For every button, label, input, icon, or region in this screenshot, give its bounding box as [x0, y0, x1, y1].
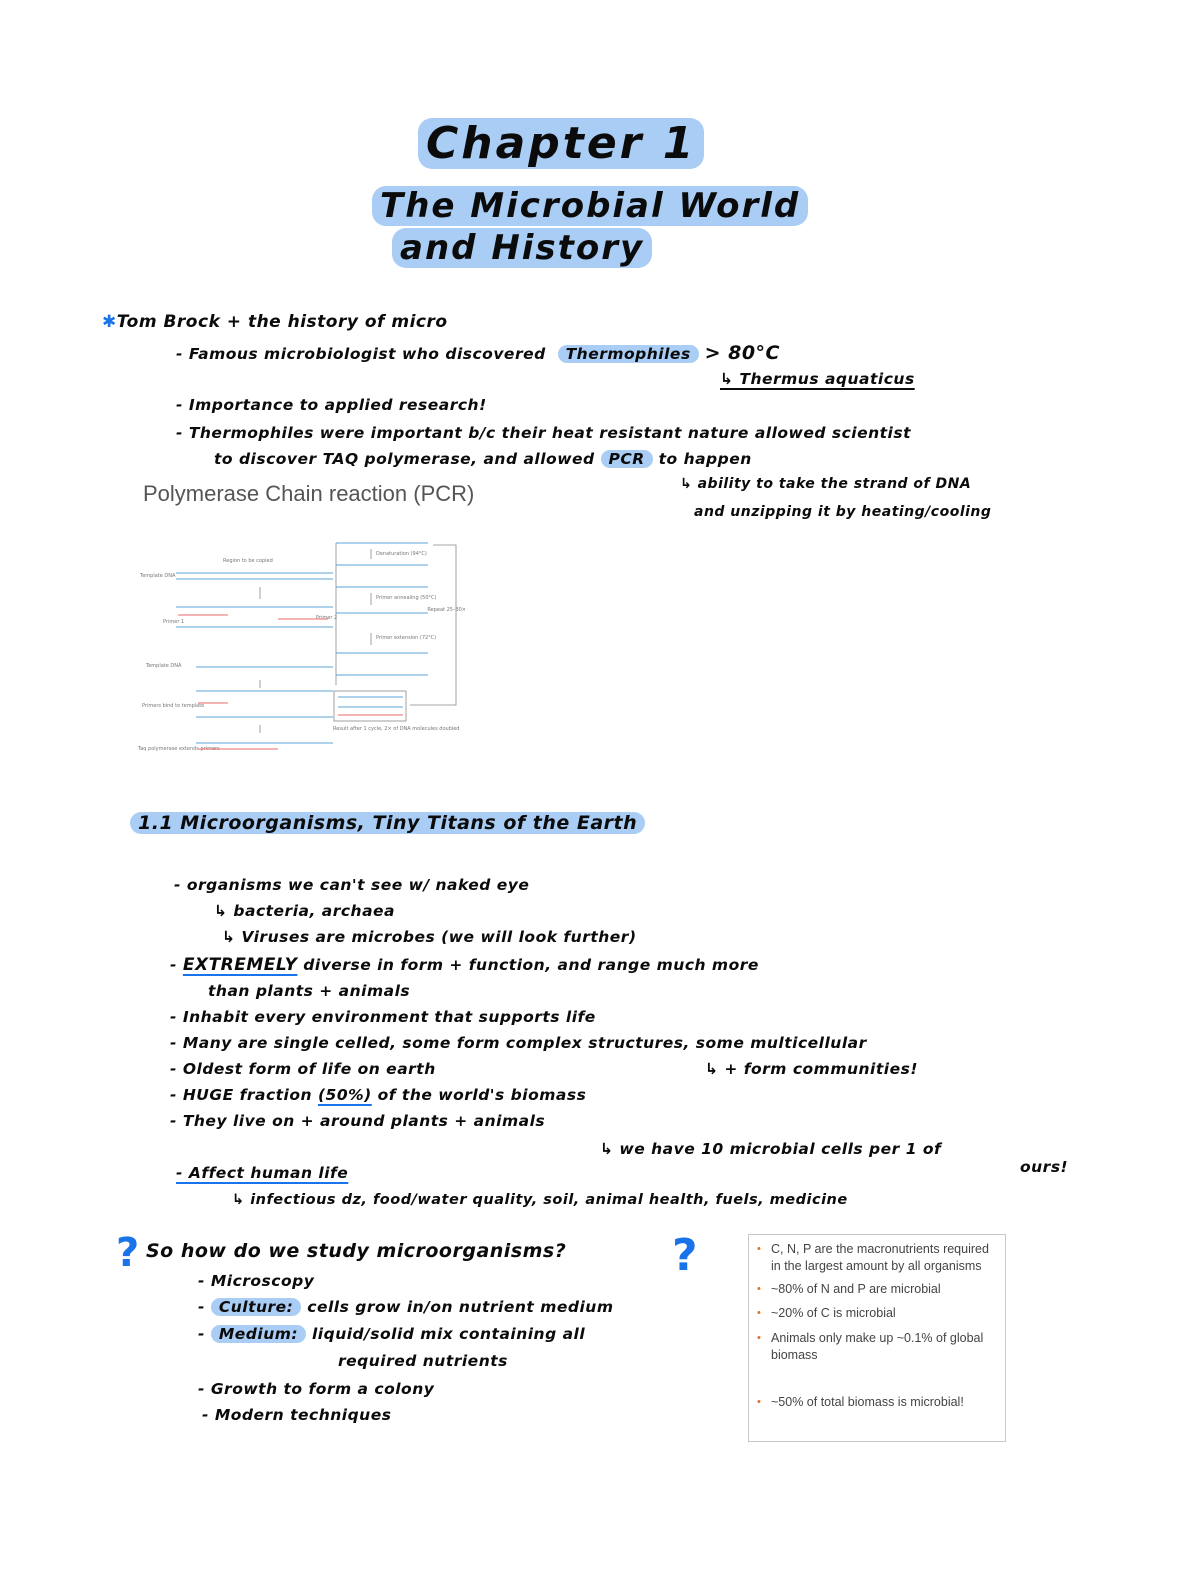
fact-4: • Animals only make up ~0.1% of global biomass — [757, 1330, 995, 1364]
s11-line-9: ↳ + form communities! — [705, 1060, 918, 1078]
thermus-note: ↳ Thermus aquaticus — [720, 370, 915, 388]
brock-heading: ✱Tom Brock + the history of micro — [102, 312, 448, 332]
chapter-subtitle-line2: and History — [392, 228, 652, 268]
thermophiles-highlight: Thermophiles — [558, 345, 699, 363]
s11-line-10: - HUGE fraction (50%) of the world's biomass — [170, 1086, 587, 1104]
s11-line-1: - organisms we can't see w/ naked eye — [174, 876, 530, 894]
brock-bullet-3-cont: to discover TAQ polymerase, and allowed PCR to happen — [214, 450, 752, 468]
brock-bullet-2: - Importance to applied research! — [176, 396, 487, 414]
chapter-subtitle-line1: The Microbial World — [372, 186, 808, 226]
s11-line-3: ↳ Viruses are microbes (we will look further) — [222, 928, 637, 946]
fact-2: • ~80% of N and P are microbial — [757, 1281, 995, 1298]
diagram-primer2-label: Primer 2 — [316, 615, 338, 621]
s11-line-4: - EXTREMELY diverse in form + function, and range much more — [170, 955, 759, 975]
brock-bullet-3: - Thermophiles were important b/c their heat resistant nature allowed scientist — [176, 424, 912, 442]
diagram-extend-label: Primer extension (72°C) — [376, 635, 437, 641]
s11-line-12: ↳ we have 10 microbial cells per 1 of — [600, 1140, 942, 1158]
s11-line-2: ↳ bacteria, archaea — [214, 902, 396, 920]
s11-line-13: ours! — [1020, 1158, 1069, 1176]
diagram-primers-bind-label: Primers bind to template — [142, 703, 205, 709]
pcr-note-2: and unzipping it by heating/cooling — [694, 504, 992, 520]
pcr-note-1: ↳ ability to take the strand of DNA — [680, 476, 972, 492]
diagram-template2-label: Template DNA — [146, 663, 182, 669]
asterisk-icon: ✱ — [102, 312, 117, 332]
section-1-1-heading: 1.1 Microorganisms, Tiny Titans of the Earth — [130, 812, 645, 834]
diagram-denat-label: Denaturation (94°C) — [376, 551, 427, 557]
study-item-3: - Medium: liquid/solid mix containing all — [198, 1325, 586, 1343]
study-item-4: - Growth to form a colony — [198, 1380, 435, 1398]
diagram-anneal-label: Primer annealing (50°C) — [376, 595, 437, 601]
pcr-diagram-svg — [138, 535, 468, 765]
fact-5: • ~50% of total biomass is microbial! — [757, 1394, 995, 1411]
study-item-1: - Microscopy — [198, 1272, 315, 1290]
facts-box — [748, 1234, 1006, 1442]
pcr-highlight: PCR — [601, 450, 653, 468]
fact-1: • C, N, P are the macronutrients required in the largest amount by all organisms — [757, 1241, 995, 1275]
s11-line-11: - They live on + around plants + animals — [170, 1112, 546, 1130]
pcr-diagram — [138, 535, 468, 765]
diagram-region-label: Region to be copied — [223, 558, 273, 564]
study-item-2: - Culture: cells grow in/on nutrient medium — [198, 1298, 614, 1316]
brock-bullet-1: - Famous microbiologist who discovered Thermophiles > 80°C — [176, 342, 780, 364]
fact-3: • ~20% of C is microbial — [757, 1305, 995, 1322]
s11-line-8: - Oldest form of life on earth — [170, 1060, 436, 1078]
diagram-repeat-label: Repeat 25–30× — [427, 607, 466, 613]
study-heading: So how do we study microorganisms? — [146, 1240, 567, 1262]
pcr-caption: Polymerase Chain reaction (PCR) — [143, 481, 475, 506]
chapter-title: Chapter 1 — [418, 118, 704, 169]
s11-line-6: - Inhabit every environment that supports life — [170, 1008, 596, 1026]
question-mark-icon-right: ? — [672, 1230, 698, 1281]
s11-line-5: than plants + animals — [208, 982, 411, 1000]
diagram-result-label: Result after 1 cycle, 2× of DNA molecules doubled — [333, 726, 460, 732]
question-mark-icon-left: ? — [116, 1230, 140, 1276]
diagram-primer1-label: Primer 1 — [163, 619, 185, 625]
study-item-5: - Modern techniques — [202, 1406, 392, 1424]
s11-line-14: - Affect human life — [176, 1164, 349, 1182]
diagram-template-label: Template DNA — [140, 573, 176, 579]
diagram-taq-label: Taq polymerase extends primers — [138, 746, 220, 752]
s11-line-7: - Many are single celled, some form complex structures, some multicellular — [170, 1034, 867, 1052]
study-item-3-cont: required nutrients — [338, 1352, 508, 1370]
s11-line-15: ↳ infectious dz, food/water quality, soil, animal health, fuels, medicine — [232, 1192, 848, 1208]
